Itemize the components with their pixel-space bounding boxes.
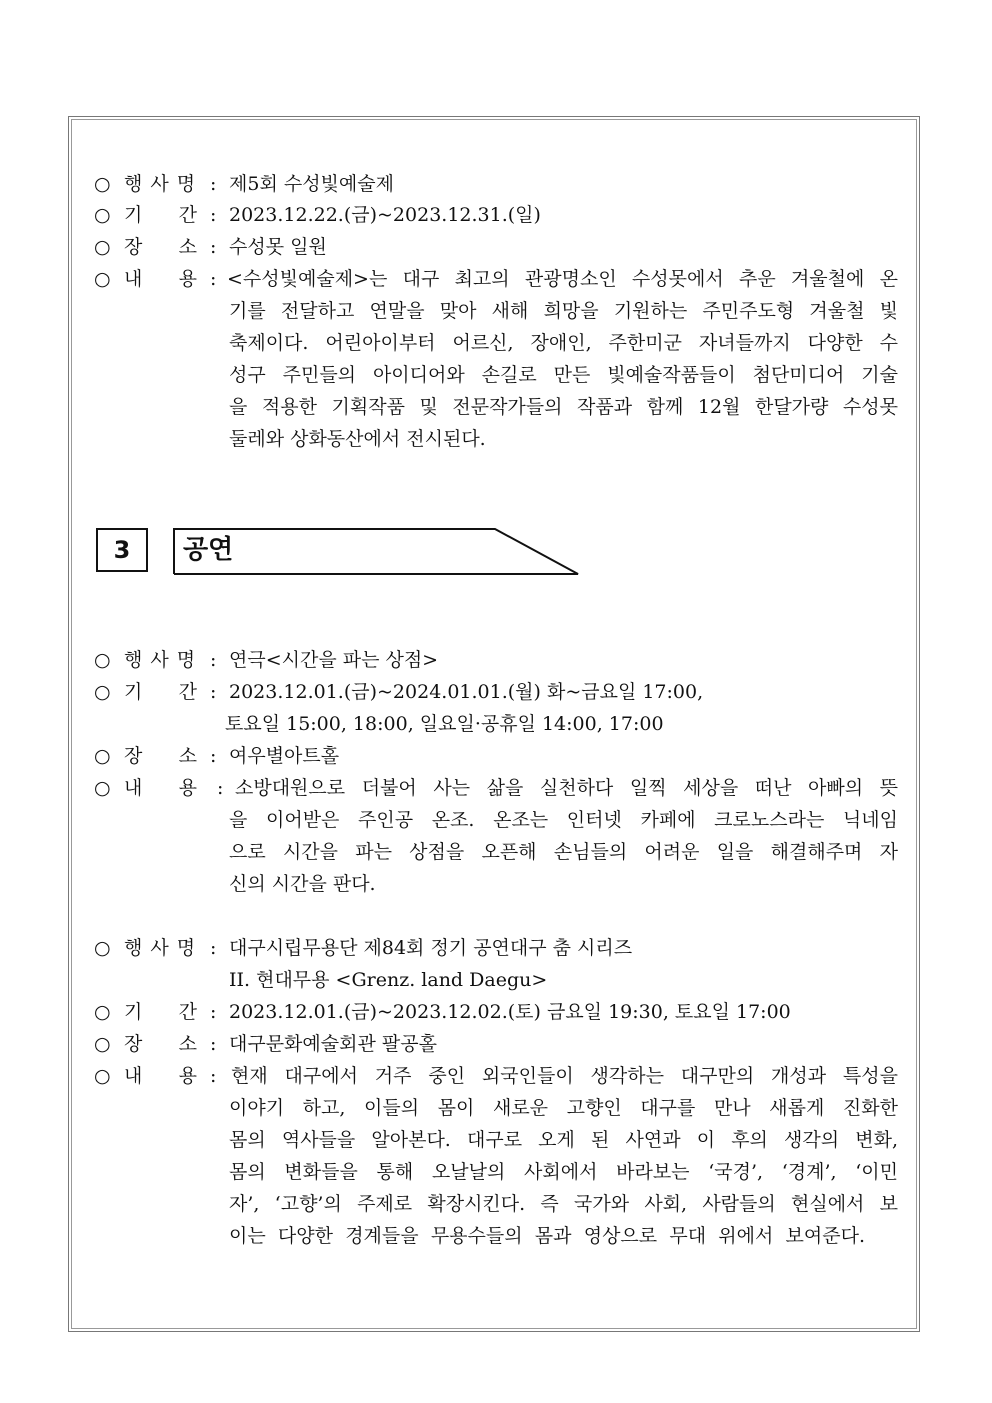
event3-content-line: 이야기 하고, 이들의 몸이 새로운 고향인 대구를 만나 새롭게 진화한 [229,1097,898,1119]
event3-content-line: 현재 대구에서 거주 중인 외국인들이 생각하는 대구만의 개성과 특성을 [231,1065,898,1087]
content-label: 내 용 [124,268,197,290]
event2-period-line: 토요일 15:00, 18:00, 일요일·공휴일 14:00, 17:00 [225,713,664,735]
event3-name: 대구시립무용단 제84회 정기 공연대구 춤 시리즈 [229,937,633,959]
event2-content-line: 소방대원으로 더불어 사는 삶을 실천하다 일찍 세상을 떠난 아빠의 뜻 [235,777,898,799]
event1-content-line: <수성빛예술제>는 대구 최고의 관광명소인 수성못에서 추운 겨울철에 온 [227,268,898,290]
event3-content-line: 몸의 역사들을 알아본다. 대구로 오게 된 사연과 이 후의 생각의 변화, [229,1129,898,1151]
event1-content-line: 을 적용한 기획작품 및 전문작가들의 작품과 함께 12월 한달가량 수성못 [229,396,898,418]
event3-content-line: 자’, ‘고향’의 주제로 확장시킨다. 즉 국가와 사회, 사람들의 현실에서 보 [229,1193,898,1215]
content-label: 내 용 [124,1065,197,1087]
period-label: 기 간 [124,204,197,226]
event1-content-line: 축제이다. 어린아이부터 어르신, 장애인, 주한미군 자녀들까지 다양한 수 [229,332,898,354]
event3-period: 2023.12.01.(금)~2023.12.02.(토) 금요일 19:30, 토요일 17:00 [229,1001,791,1023]
event3-content-line: 이는 다양한 경계들을 무용수들의 몸과 영상으로 무대 위에서 보여준다. [229,1225,865,1247]
section-title-frame [173,528,583,576]
place-label: 장 소 [124,1033,197,1055]
event2-content-line: 신의 시간을 판다. [229,873,376,895]
section-number: 3 [96,528,148,572]
event1-place: 수성못 일원 [229,236,327,258]
event-label: 행 사 명 [124,937,197,959]
event2-content-line: 으로 시간을 파는 상점을 오픈해 손님들의 어려운 일을 해결해주며 자 [229,841,898,863]
event1-name: 제5회 수성빛예술제 [229,173,394,195]
place-label: 장 소 [124,745,197,767]
event2-period: 2023.12.01.(금)~2024.01.01.(월) 화~금요일 17:00, [229,681,704,703]
event1-content-line: 기를 전달하고 연말을 맞아 새해 희망을 기원하는 주민주도형 겨울철 빛 [229,300,898,322]
event3-content-line: 몸의 변화들을 통해 오날날의 사회에서 바라보는 ‘국경’, ‘경계’, ‘이민 [229,1161,898,1183]
event-label: 행 사 명 [124,649,197,671]
event1-content-line: 성구 주민들의 아이디어와 손길로 만든 빛예술작품들이 첨단미디어 기술 [229,364,898,386]
place-label: 장 소 [124,236,197,258]
event3-place: 대구문화예술회관 팔공홀 [229,1033,437,1055]
event2-name: 연극<시간을 파는 상점> [229,649,439,671]
event-label: 행 사 명 [124,173,197,195]
content-label: 내 용 [124,777,197,799]
period-label: 기 간 [124,1001,197,1023]
event3-name-line: II. 현대무용 <Grenz. land Daegu> [229,969,548,991]
event1-content-line: 둘레와 상화동산에서 전시된다. [229,428,486,450]
event1-period: 2023.12.22.(금)~2023.12.31.(일) [229,204,541,226]
period-label: 기 간 [124,681,197,703]
section-title: 공연 [183,535,234,565]
event2-place: 여우별아트홀 [229,745,340,767]
event2-content-line: 을 이어받은 주인공 온조. 온조는 인터넷 카페에 크로노스라는 닉네임 [229,809,898,831]
